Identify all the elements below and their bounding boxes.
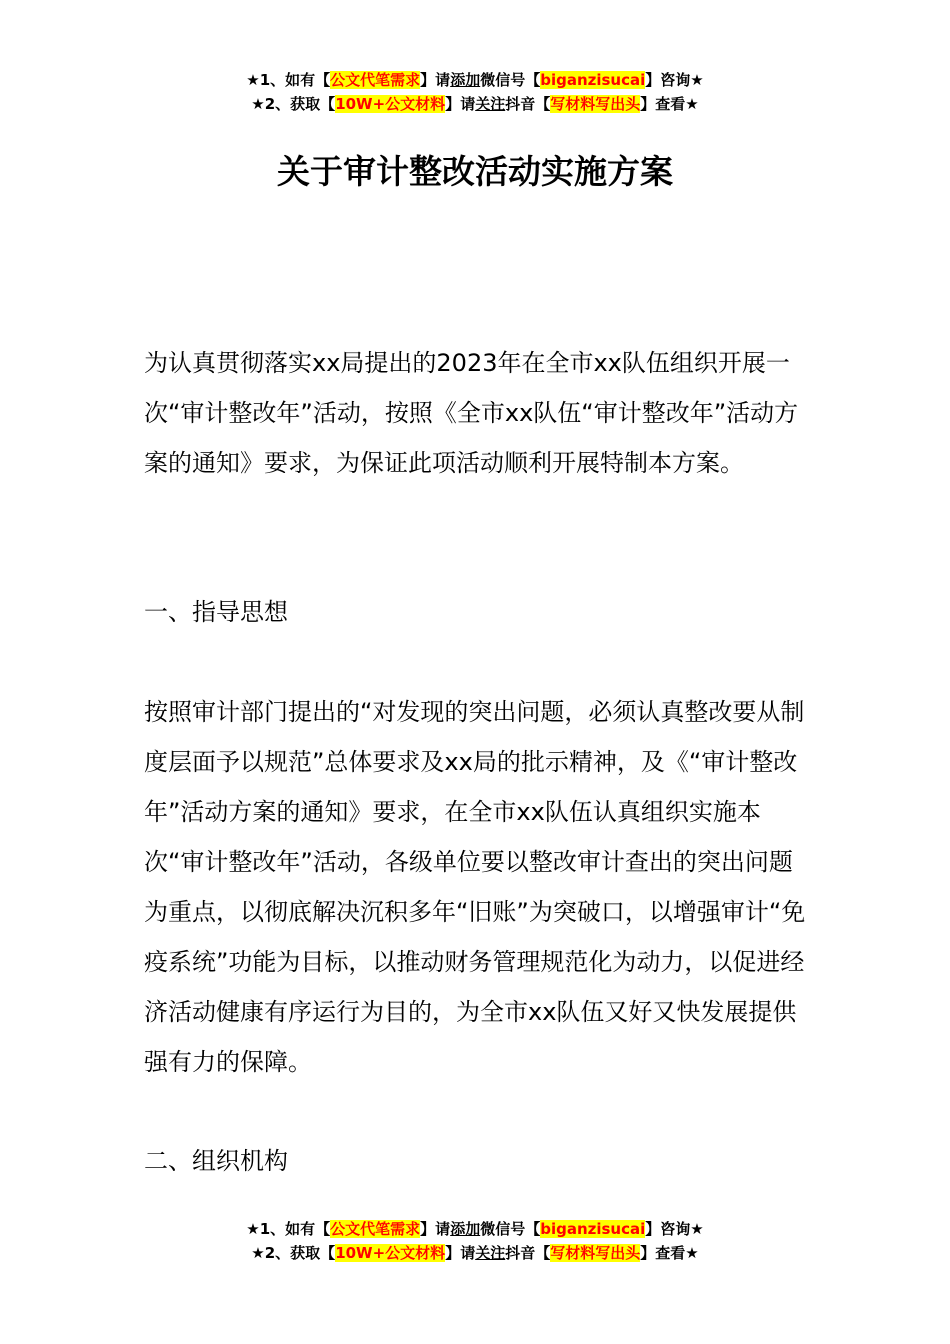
banner-text: ★2、获取【 bbox=[251, 95, 336, 113]
document-title: 关于审计整改活动实施方案 bbox=[277, 152, 673, 191]
banner-text: ★1、如有【 bbox=[246, 1220, 331, 1238]
banner-highlight: 10W+公文材料 bbox=[335, 1244, 446, 1262]
banner-underline: 添加 bbox=[450, 1220, 481, 1238]
banner-line-2 bbox=[0, 1241, 950, 1265]
banner-text: 微信号【 bbox=[480, 1220, 541, 1238]
banner-line-1 bbox=[0, 1217, 950, 1241]
banner-text: 抖音【 bbox=[505, 1244, 551, 1262]
banner-line-2 bbox=[0, 92, 950, 116]
banner-text: ★1、如有【 bbox=[246, 71, 331, 89]
section-heading-guiding-ideology: 一、指导思想 bbox=[144, 598, 288, 626]
banner-line-1 bbox=[0, 68, 950, 92]
banner-highlight: 写材料写出头 bbox=[550, 1244, 641, 1262]
banner-underline: 关注 bbox=[475, 95, 506, 113]
intro-paragraph: 为认真贯彻落实xx局提出的2023年在全市xx队伍组织开展一次“审计整改年”活动，按照《全市xx队伍“审计整改年”活动方案的通知》要求，为保证此项活动顺利开展特制本方案。 bbox=[144, 349, 799, 477]
banner-text: 】请 bbox=[420, 71, 451, 89]
banner-text: 】请 bbox=[420, 1220, 451, 1238]
banner-highlight: 写材料写出头 bbox=[550, 95, 641, 113]
banner-underline: 关注 bbox=[475, 1244, 506, 1262]
banner-highlight: biganzisucai bbox=[540, 71, 646, 89]
banner-underline: 添加 bbox=[450, 71, 481, 89]
section-body-guiding-ideology: 按照审计部门提出的“对发现的突出问题，必须认真整改要从制度层面予以规范”总体要求及xx局的批示精神，及《“审计整改年”活动方案的通知》要求，在全市xx队伍认真组织实施本次“审计整改年”活动，各级单位要以整改审计查出的突出问题为重点，以彻底解决沉积多年“旧账”为突破口，以增强审计“免疫系统”功能为目标，以推动财务管理规范化为动力，以促进经济活动健康有序运行为目的，为全市xx队伍又好又快发展提供强有力的保障。 bbox=[144, 698, 806, 1076]
banner-text: 】请 bbox=[445, 95, 476, 113]
banner-text: 抖音【 bbox=[505, 95, 551, 113]
banner-highlight: biganzisucai bbox=[540, 1220, 646, 1238]
banner-highlight: 10W+公文材料 bbox=[335, 95, 446, 113]
banner-text: 】请 bbox=[445, 1244, 476, 1262]
top-banner bbox=[0, 68, 950, 116]
bottom-banner bbox=[0, 1217, 950, 1265]
banner-highlight: 公文代笔需求 bbox=[330, 1220, 421, 1238]
banner-highlight: 公文代笔需求 bbox=[330, 71, 421, 89]
banner-text: ★2、获取【 bbox=[251, 1244, 336, 1262]
banner-text: 】咨询★ bbox=[645, 71, 704, 89]
banner-text: 微信号【 bbox=[480, 71, 541, 89]
section-heading-organization: 二、组织机构 bbox=[144, 1147, 288, 1175]
banner-text: 】咨询★ bbox=[645, 1220, 704, 1238]
banner-text: 】查看★ bbox=[640, 95, 699, 113]
banner-text: 】查看★ bbox=[640, 1244, 699, 1262]
